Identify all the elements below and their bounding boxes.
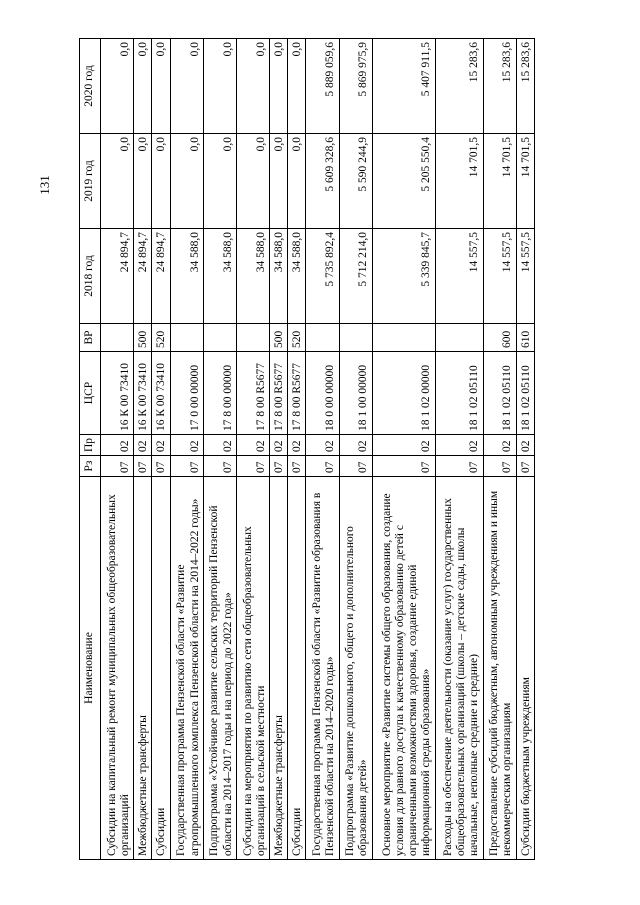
cell-2020: 0,0 <box>134 39 152 134</box>
cell-rz: 07 <box>339 456 372 477</box>
cell-csr: 16 К 00 73410 <box>152 352 170 435</box>
header-name: Наименование <box>80 477 101 860</box>
cell-2019: 0,0 <box>170 134 203 229</box>
cell-rz: 07 <box>269 456 287 477</box>
cell-csr: 18 1 02 05110 <box>483 352 516 435</box>
cell-name: Государственная программа Пензенской области «Развитие образования в Пензенской области на 2014–2020 годы» <box>306 477 339 860</box>
cell-2019: 5 205 550,4 <box>372 134 435 229</box>
cell-name: Подпрограмма «Развитие дошкольного, общего и дополнительного образования детей» <box>339 477 372 860</box>
cell-2019: 0,0 <box>134 134 152 229</box>
header-csr: ЦСР <box>80 352 101 435</box>
cell-2019: 0,0 <box>236 134 269 229</box>
cell-name: Предоставление субсидий бюджетным, автономным учреждениям и иным некоммерческим организациям <box>483 477 516 860</box>
page-number: 131 <box>37 175 52 195</box>
header-pr: Пр <box>80 435 101 456</box>
cell-vr <box>101 324 134 352</box>
cell-pr: 02 <box>516 435 534 456</box>
cell-pr: 02 <box>203 435 236 456</box>
cell-csr: 17 8 00 R5677 <box>269 352 287 435</box>
cell-vr <box>372 324 435 352</box>
cell-2020: 0,0 <box>170 39 203 134</box>
table-row <box>339 39 372 860</box>
cell-2018: 5 712 214,0 <box>339 229 372 324</box>
table-header-row <box>80 39 101 860</box>
cell-vr: 520 <box>288 324 306 352</box>
cell-rz: 07 <box>203 456 236 477</box>
cell-2018: 34 588,0 <box>203 229 236 324</box>
header-2018: 2018 год <box>80 229 101 324</box>
cell-csr: 17 8 00 00000 <box>203 352 236 435</box>
cell-csr: 16 К 00 73410 <box>101 352 134 435</box>
cell-rz: 07 <box>483 456 516 477</box>
cell-2018: 5 339 845,7 <box>372 229 435 324</box>
table-row <box>203 39 236 860</box>
cell-vr <box>435 324 483 352</box>
cell-rz: 07 <box>288 456 306 477</box>
cell-vr <box>236 324 269 352</box>
cell-2018: 14 557,5 <box>516 229 534 324</box>
cell-2019: 5 609 328,6 <box>306 134 339 229</box>
cell-rz: 07 <box>134 456 152 477</box>
cell-name: Государственная программа Пензенской области «Развитие агропромышленного комплекса Пензенской области на 2014–2022 годы» <box>170 477 203 860</box>
cell-csr: 18 1 02 05110 <box>516 352 534 435</box>
budget-table <box>79 38 535 860</box>
table-row <box>152 39 170 860</box>
cell-pr: 02 <box>306 435 339 456</box>
cell-2018: 5 735 892,4 <box>306 229 339 324</box>
cell-name: Субсидии бюджетным учреждениям <box>516 477 534 860</box>
cell-name: Расходы на обеспечение деятельности (оказание услуг) государственных общеобразовательных организаций (школы – детские сады, школы начальные, неполные средние и средние) <box>435 477 483 860</box>
cell-name: Субсидии на капитальный ремонт муниципальных общеобразовательных организаций <box>101 477 134 860</box>
cell-rz: 07 <box>516 456 534 477</box>
cell-2019: 14 701,5 <box>516 134 534 229</box>
cell-2018: 34 588,0 <box>269 229 287 324</box>
header-rz: Рз <box>80 456 101 477</box>
cell-csr: 18 1 02 05110 <box>435 352 483 435</box>
cell-2020: 0,0 <box>288 39 306 134</box>
cell-2019: 14 701,5 <box>435 134 483 229</box>
cell-pr: 02 <box>152 435 170 456</box>
cell-name: Субсидии <box>288 477 306 860</box>
cell-2019: 14 701,5 <box>483 134 516 229</box>
cell-2020: 0,0 <box>101 39 134 134</box>
cell-name: Субсидии на мероприятия по развитию сети общеобразовательных организаций в сельской местности <box>236 477 269 860</box>
cell-2020: 0,0 <box>269 39 287 134</box>
cell-rz: 07 <box>306 456 339 477</box>
table-row <box>236 39 269 860</box>
cell-2019: 0,0 <box>152 134 170 229</box>
cell-csr: 18 1 02 00000 <box>372 352 435 435</box>
table-row <box>435 39 483 860</box>
cell-rz: 07 <box>152 456 170 477</box>
cell-pr: 02 <box>236 435 269 456</box>
cell-vr: 520 <box>152 324 170 352</box>
table-row <box>170 39 203 860</box>
cell-csr: 17 8 00 R5677 <box>288 352 306 435</box>
cell-rz: 07 <box>101 456 134 477</box>
cell-name: Подпрограмма «Устойчивое развитие сельских территорий Пензенской области на 2014–2017 годы и на период до 2022 года» <box>203 477 236 860</box>
cell-vr <box>339 324 372 352</box>
cell-2018: 14 557,5 <box>483 229 516 324</box>
cell-rz: 07 <box>372 456 435 477</box>
cell-2020: 5 889 059,6 <box>306 39 339 134</box>
cell-vr: 500 <box>269 324 287 352</box>
cell-csr: 17 0 00 00000 <box>170 352 203 435</box>
cell-2018: 24 894,7 <box>134 229 152 324</box>
cell-2018: 14 557,5 <box>435 229 483 324</box>
cell-name: Субсидии <box>152 477 170 860</box>
cell-vr: 610 <box>516 324 534 352</box>
cell-2020: 15 283,6 <box>516 39 534 134</box>
cell-pr: 02 <box>170 435 203 456</box>
cell-pr: 02 <box>134 435 152 456</box>
cell-2020: 15 283,6 <box>483 39 516 134</box>
cell-pr: 02 <box>372 435 435 456</box>
cell-vr <box>170 324 203 352</box>
table-body <box>101 39 535 860</box>
cell-vr <box>203 324 236 352</box>
cell-csr: 17 8 00 R5677 <box>236 352 269 435</box>
cell-csr: 16 К 00 73410 <box>134 352 152 435</box>
cell-rz: 07 <box>170 456 203 477</box>
table-row <box>516 39 534 860</box>
cell-pr: 02 <box>101 435 134 456</box>
cell-2018: 34 588,0 <box>170 229 203 324</box>
cell-pr: 02 <box>269 435 287 456</box>
cell-2020: 0,0 <box>152 39 170 134</box>
rotated-table-container <box>79 39 535 860</box>
cell-2020: 0,0 <box>203 39 236 134</box>
cell-pr: 02 <box>339 435 372 456</box>
table-row <box>101 39 134 860</box>
cell-2019: 5 590 244,9 <box>339 134 372 229</box>
header-2019: 2019 год <box>80 134 101 229</box>
cell-pr: 02 <box>483 435 516 456</box>
cell-2018: 24 894,7 <box>101 229 134 324</box>
cell-2019: 0,0 <box>101 134 134 229</box>
cell-2020: 5 407 911,5 <box>372 39 435 134</box>
cell-name: Межбюджетные трансферты <box>134 477 152 860</box>
cell-2019: 0,0 <box>269 134 287 229</box>
cell-2020: 15 283,6 <box>435 39 483 134</box>
table-row <box>269 39 287 860</box>
cell-2020: 0,0 <box>236 39 269 134</box>
table-row <box>134 39 152 860</box>
cell-2018: 34 588,0 <box>236 229 269 324</box>
cell-name: Межбюджетные трансферты <box>269 477 287 860</box>
cell-2018: 34 588,0 <box>288 229 306 324</box>
cell-vr <box>306 324 339 352</box>
cell-2018: 24 894,7 <box>152 229 170 324</box>
table-row <box>288 39 306 860</box>
table-row <box>483 39 516 860</box>
cell-vr: 500 <box>134 324 152 352</box>
cell-name: Основное мероприятие «Развитие системы общего образования, создание условия для равного доступа к качественному образованию детей с ограниченными возможностями здоровья, создание единой информационной среды образования» <box>372 477 435 860</box>
cell-2019: 0,0 <box>288 134 306 229</box>
table-row <box>372 39 435 860</box>
cell-vr: 600 <box>483 324 516 352</box>
header-2020: 2020 год <box>80 39 101 134</box>
cell-2019: 0,0 <box>203 134 236 229</box>
cell-2020: 5 869 975,9 <box>339 39 372 134</box>
cell-csr: 18 0 00 00000 <box>306 352 339 435</box>
cell-pr: 02 <box>288 435 306 456</box>
cell-rz: 07 <box>236 456 269 477</box>
table-row <box>306 39 339 860</box>
header-vr: ВР <box>80 324 101 352</box>
cell-pr: 02 <box>435 435 483 456</box>
cell-rz: 07 <box>435 456 483 477</box>
cell-csr: 18 1 00 00000 <box>339 352 372 435</box>
